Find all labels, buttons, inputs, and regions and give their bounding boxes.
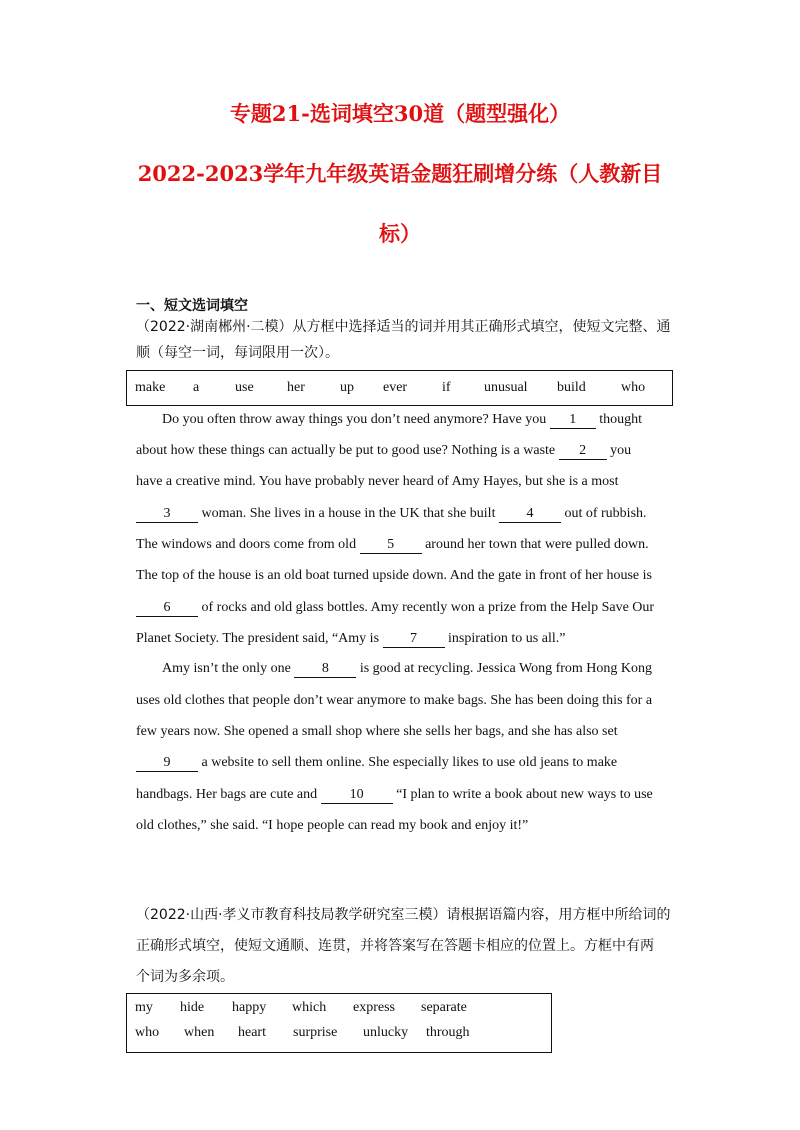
- passage-line: handbags. Her bags are cute and 10 “I plan to write a book about new ways to use: [136, 787, 653, 802]
- answer-blank[interactable]: 7: [383, 631, 445, 648]
- answer-blank[interactable]: 3: [136, 506, 198, 523]
- answer-blank[interactable]: 8: [294, 661, 356, 678]
- word-box-item: unusual: [484, 380, 528, 395]
- word-box-1: [126, 370, 673, 406]
- section1-intro-line2: 顺（每空一词，每词限用一次）。: [136, 345, 339, 361]
- page-title-line1: 专题21-选词填空30道（题型强化）: [229, 101, 571, 126]
- passage-line: Do you often throw away things you don’t need anymore? Have you 1 thought: [162, 412, 643, 427]
- answer-blank[interactable]: 5: [360, 537, 422, 554]
- passage-line: Planet Society. The president said, “Amy is 7 inspiration to us all.”: [136, 631, 566, 646]
- passage-line: have a creative mind. You have probably never heard of Amy Hayes, but she is a most: [136, 474, 619, 489]
- passage-line: The top of the house is an old boat turned upside down. And the gate in front of her house is: [136, 568, 652, 583]
- word-box-item: a: [193, 380, 200, 395]
- section1-intro-line1: （2022·湖南郴州·二模）从方框中选择适当的词并用其正确形式填空，使短文完整、通: [136, 319, 671, 335]
- passage-line: 9 a website to sell them online. She especially likes to use old jeans to make: [136, 755, 617, 772]
- word-box-item: my: [135, 1000, 153, 1015]
- word-box-item: if: [442, 380, 451, 395]
- passage-line: old clothes,” she said. “I hope people can read my book and enjoy it!”: [136, 818, 529, 833]
- passage-line: 6 of rocks and old glass bottles. Amy recently won a prize from the Help Save Our: [136, 600, 654, 617]
- word-box-item: heart: [238, 1025, 266, 1040]
- word-box-item: when: [184, 1025, 215, 1040]
- word-box-item: express: [353, 1000, 395, 1015]
- word-box-2: [126, 993, 552, 1053]
- passage-line: few years now. She opened a small shop where she sells her bags, and she has also set: [136, 724, 618, 739]
- word-box-item: happy: [232, 1000, 267, 1015]
- passage-line: The windows and doors come from old 5 around her town that were pulled down.: [136, 537, 649, 552]
- word-box-item: through: [426, 1025, 470, 1040]
- word-box-item: who: [135, 1025, 160, 1040]
- word-box-item: separate: [421, 1000, 467, 1015]
- word-box-item: ever: [383, 380, 408, 395]
- answer-blank[interactable]: 6: [136, 600, 198, 617]
- page-title-line3: 标）: [379, 221, 421, 246]
- passage-line: Amy isn’t the only one 8 is good at recycling. Jessica Wong from Hong Kong: [162, 661, 653, 676]
- word-box-item: hide: [180, 1000, 205, 1015]
- section2-intro-line1: （2022·山西·孝义市教育科技局教学研究室三模）请根据语篇内容，用方框中所给词的: [136, 907, 671, 923]
- passage-line: 3 woman. She lives in a house in the UK that she built 4 out of rubbish.: [136, 506, 647, 523]
- answer-blank[interactable]: 2: [559, 443, 607, 460]
- passage-line: uses old clothes that people don’t wear anymore to make bags. She has been doing this for a: [136, 693, 653, 708]
- answer-blank[interactable]: 1: [550, 412, 596, 429]
- word-box-item: use: [235, 380, 254, 395]
- word-box-item: up: [340, 380, 354, 395]
- word-box-item: unlucky: [363, 1025, 409, 1040]
- word-box-item: which: [292, 1000, 327, 1015]
- section2-intro-line2: 正确形式填空，使短文通顺、连贯，并将答案写在答题卡相应的位置上。方框中有两: [136, 938, 654, 954]
- word-box-item: her: [287, 380, 305, 395]
- answer-blank[interactable]: 9: [136, 755, 198, 772]
- section-heading: 一、短文选词填空: [136, 298, 248, 314]
- section2-intro-line3: 个词为多余项。: [136, 969, 234, 985]
- word-box-item: build: [557, 380, 586, 395]
- page-title-line2: 2022-2023学年九年级英语金题狂刷增分练（人教新目: [137, 161, 663, 186]
- word-box-item: make: [135, 380, 166, 395]
- answer-blank[interactable]: 10: [321, 787, 393, 804]
- answer-blank[interactable]: 4: [499, 506, 561, 523]
- passage-line: about how these things can actually be put to good use? Nothing is a waste 2 you: [136, 443, 632, 458]
- word-box-item: surprise: [293, 1025, 338, 1040]
- word-box-item: who: [621, 380, 646, 395]
